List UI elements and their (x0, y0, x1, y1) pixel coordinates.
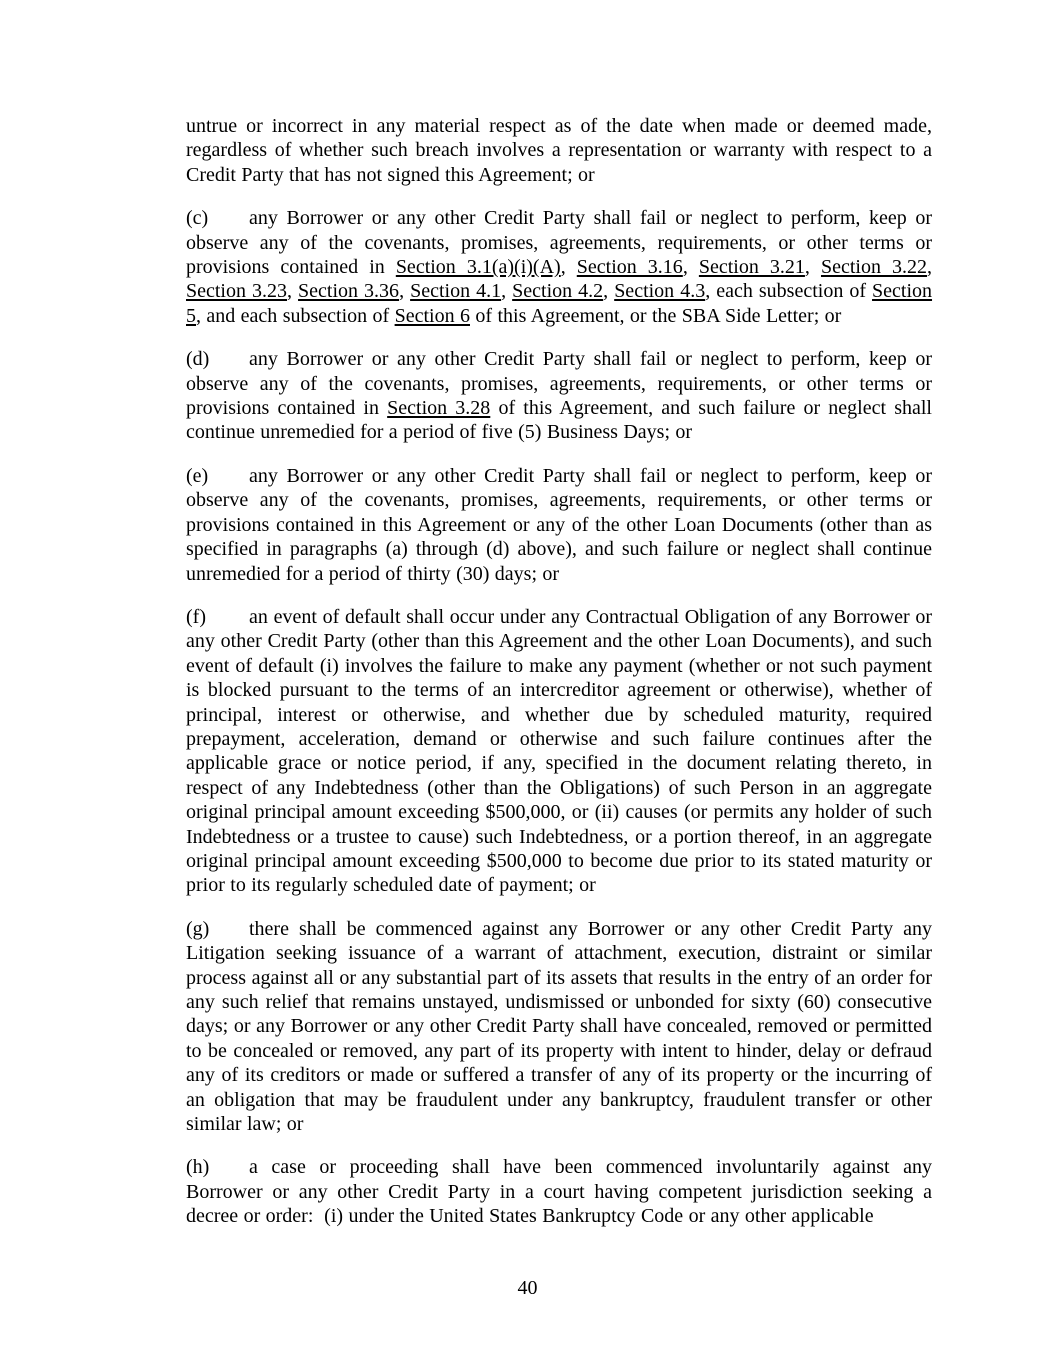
paragraph-f (186, 605, 932, 898)
section-reference: Section 4.1 (410, 280, 502, 303)
page-number: 40 (517, 1277, 538, 1299)
section-reference: Section 5 (186, 280, 933, 327)
paragraph-label: (d) (186, 348, 210, 371)
paragraph-text: , (501, 280, 513, 303)
paragraph-c (186, 206, 932, 328)
paragraph-text: there shall be commenced against any Borrower or any other Credit Party any Litigation seeking issuance of a warrant of attachment, execution, distraint or similar process against all or any substantial part of its assets that results in the entry of an order for any such relief that remains unstayed, undismissed or unbonded for sixty (60) consecutive days; or any Borrower or any other Credit Party shall have concealed, removed or permitted to be concealed or removed, any part of its property with intent to hinder, delay or defraud any of its creditors or made or suffered a transfer of any of its property or the incurring of an obligation that may be fraudulent under any bankruptcy, fraudulent transfer or other similar law; or (186, 917, 932, 1136)
paragraph-text: untrue or incorrect in any material respect as of the date when made or deemed made, regardless of whether such breach involves a representation or warranty with respect to a Credit Party that has not signed this Agreement; or (186, 115, 932, 186)
section-reference: Section 3.22 (820, 256, 928, 279)
paragraph-text: , (287, 280, 299, 303)
paragraph-text: of this Agreement, and such failure or neglect shall continue unremedied for a period of five (5) Business Days; or (186, 397, 932, 444)
paragraph-text: , (804, 256, 821, 279)
section-reference: Section 3.1(a)(i)(A) (395, 256, 561, 279)
paragraph-text: an event of default shall occur under any Contractual Obligation of any Borrower or any other Credit Party (other than this Agreement and the other Loan Documents), and such event of default (i) involves the failure to make any payment (whether or not such payment is blocked pursuant to the terms of an intercreditor agreement or otherwise), whether of principal, interest or otherwise, and whether due by scheduled maturity, required prepayment, acceleration, demand or otherwise and such failure continues after the applicable grace or notice period, if any, specified in the document relating thereto, in respect of any Indebtedness (other than the Obligations) of such Person in an aggregate original principal amount exceeding $500,000, or (ii) causes (or permits any holder of such Indebtedness or a trustee to cause) such Indebtedness, or a portion thereof, in an aggregate original principal amount exceeding $500,000 to become due prior to its stated maturity or prior to its regularly scheduled date of payment; or (186, 605, 932, 897)
section-reference: Section 3.16 (576, 256, 683, 279)
paragraph-text: , and each subsection of (196, 304, 395, 327)
paragraph-text: any Borrower or any other Credit Party shall fail or neglect to perform, keep or observe any of the covenants, promises, agreements, requirements, or other terms or provisions contained in this Agreement or any of the other Loan Documents (other than as specified in paragraphs (a) through (d) above), and such failure or neglect shall continue unremedied for a period of thirty (30) days; or (186, 464, 932, 585)
paragraph-text: of this Agreement, or the SBA Side Letter; or (470, 304, 842, 327)
paragraph-label: (g) (186, 917, 210, 940)
paragraph-text: a case or proceeding shall have been commenced involuntarily against any Borrower or any other Credit Party in a court having competent jurisdiction seeking a decree or order: (i) under the United States Bankruptcy Code or any other applicable (186, 1156, 932, 1228)
paragraph-text: any Borrower or any other Credit Party shall fail or neglect to perform, keep or observe any of the covenants, promises, agreements, requirements, or other terms or provisions contained in (186, 207, 932, 279)
section-reference: Section 4.3 (614, 280, 706, 303)
paragraph-label: (c) (186, 207, 209, 230)
paragraph-label: (h) (186, 1156, 210, 1179)
paragraph-label: (e) (186, 464, 209, 487)
paragraph-text: , (603, 280, 615, 303)
paragraph-continuation (186, 114, 932, 187)
document-body (186, 114, 932, 1229)
paragraph-label: (f) (186, 605, 206, 628)
section-reference: Section 3.28 (387, 397, 491, 420)
paragraph-e (186, 464, 932, 586)
section-reference: Section 4.2 (512, 280, 604, 303)
paragraph-g (186, 917, 932, 1137)
paragraph-text: any Borrower or any other Credit Party shall fail or neglect to perform, keep or observe any of the covenants, promises, agreements, requirements, or other terms or provisions contained in (186, 348, 932, 420)
paragraph-h (186, 1155, 932, 1228)
paragraph-text: , (682, 256, 699, 279)
paragraph-d (186, 347, 932, 445)
section-reference: Section 6 (394, 304, 470, 327)
paragraph-text: , (927, 256, 933, 279)
paragraph-text: , each subsection of (705, 280, 873, 303)
paragraph-text: , (560, 256, 577, 279)
paragraph-text: , (399, 280, 411, 303)
section-reference: Section 3.21 (698, 256, 805, 279)
section-reference: Section 3.36 (298, 280, 400, 303)
section-reference: Section 3.23 (186, 280, 288, 303)
